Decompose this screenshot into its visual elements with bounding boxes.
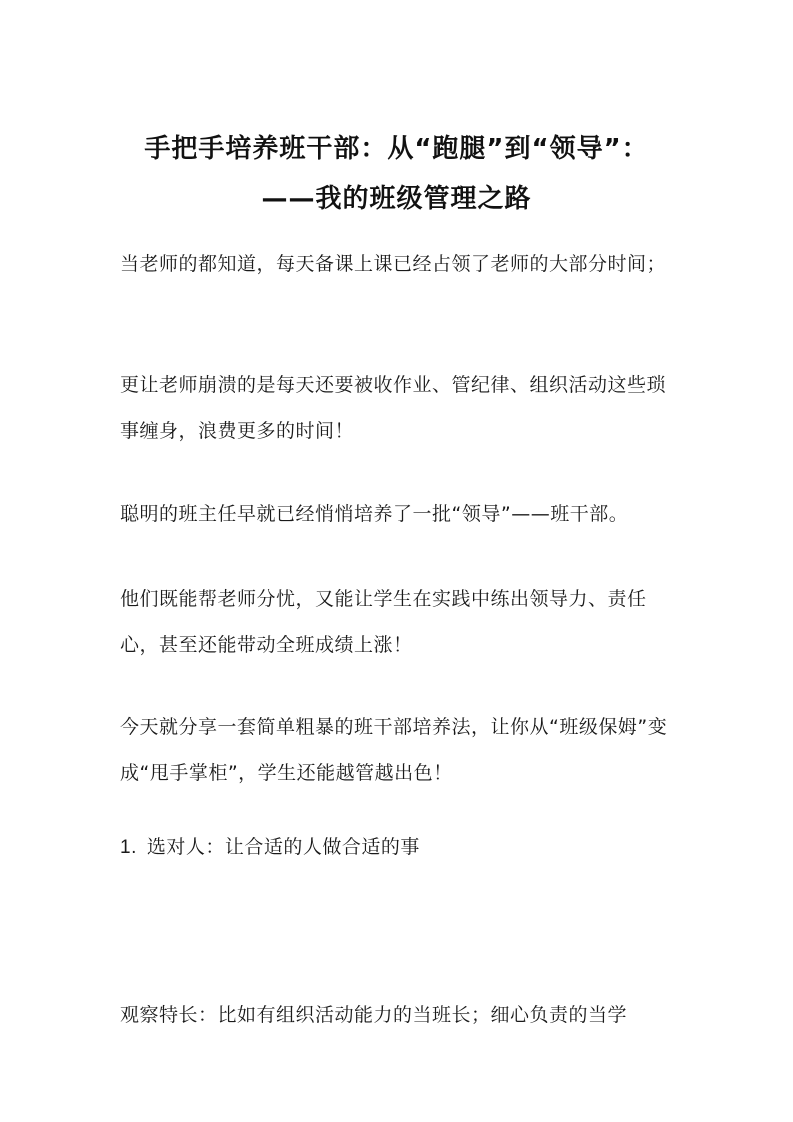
paragraph-5: 今天就分享一套简单粗暴的班干部培养法，让你从“班级保姆”变成“甩手掌柜”，学生还能越管越出色！ bbox=[120, 716, 668, 784]
section-heading-1 bbox=[120, 824, 680, 871]
paragraph-1: 当老师的都知道，每天备课上课已经占领了老师的大部分时间； bbox=[120, 253, 667, 275]
paragraph-observe-strengths: 观察特长：比如有组织活动能力的当班长；细心负责的当学 bbox=[120, 1004, 628, 1026]
section-number: 1. bbox=[120, 837, 137, 858]
paragraph-3: 聪明的班主任早就已经悄悄培养了一批“领导”——班干部。 bbox=[120, 503, 629, 525]
section-heading-text: 选对人：让合适的人做合适的事 bbox=[146, 836, 420, 858]
paragraph-4: 他们既能帮老师分忧，又能让学生在实践中练出领导力、责任心，甚至还能带动全班成绩上涨！ bbox=[120, 588, 647, 656]
paragraph-2: 更让老师崩溃的是每天还要被收作业、管纪律、组织活动这些琐事缠身，浪费更多的时间！ bbox=[120, 374, 667, 442]
document-title-line-2: ——我的班级管理之路 bbox=[261, 184, 532, 214]
document-title-line-1: 手把手培养班干部：从“跑腿”到“领导”： bbox=[144, 134, 649, 164]
